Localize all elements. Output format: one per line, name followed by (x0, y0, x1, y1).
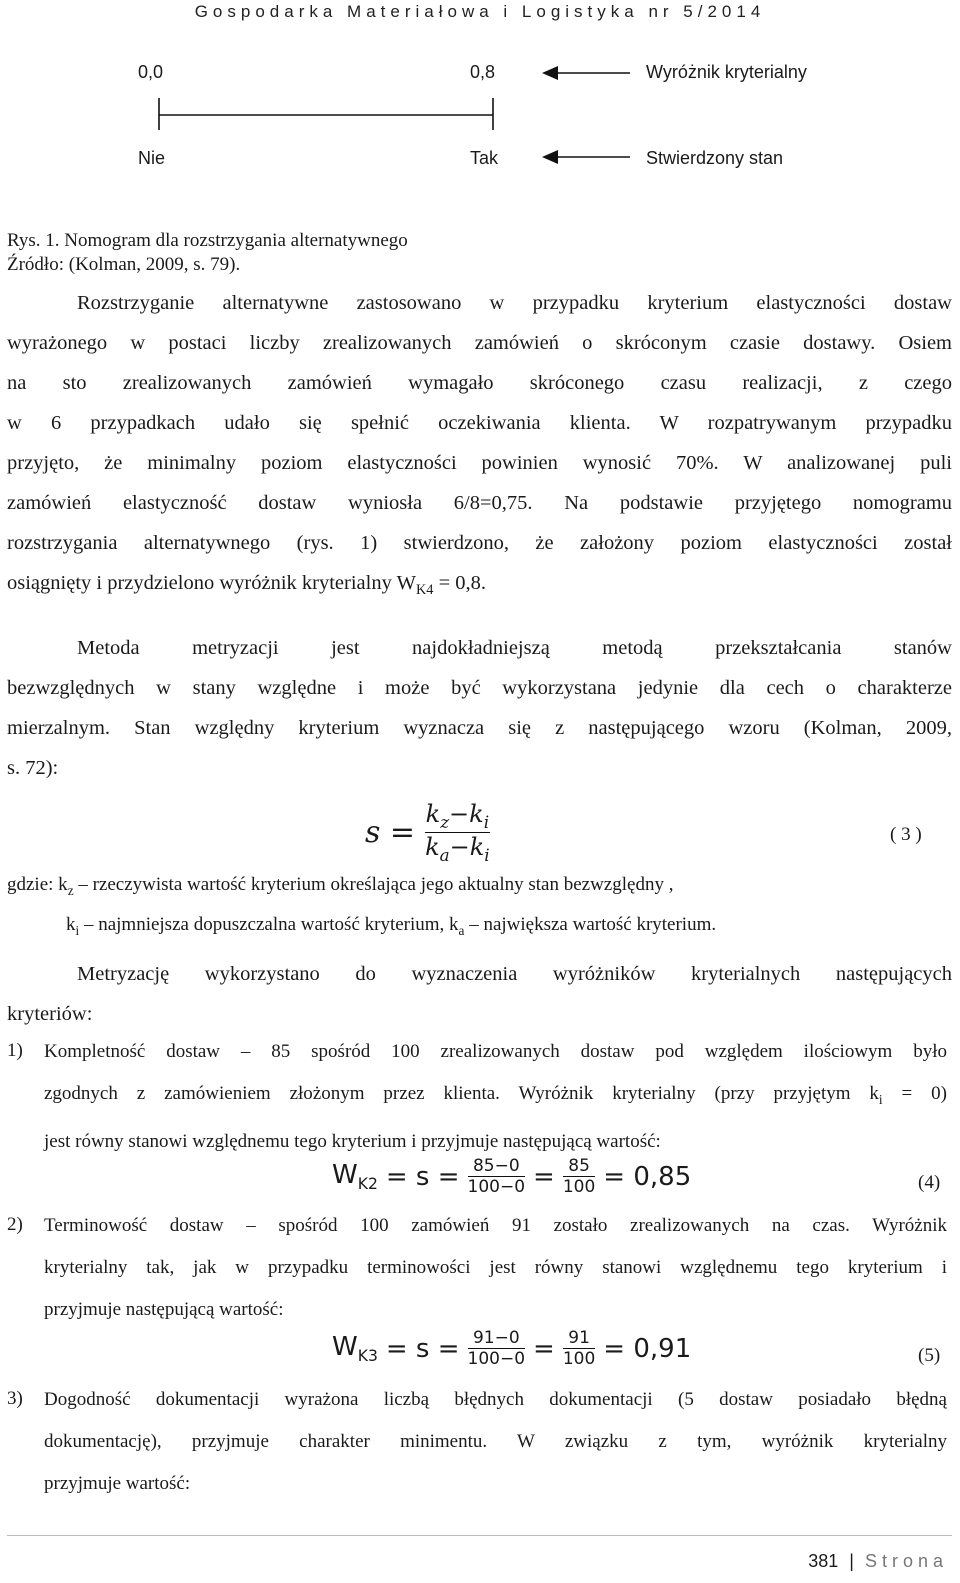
equation-3 (365, 800, 490, 865)
eq5-equals: = (533, 1333, 555, 1364)
text-line: przyjęto, że minimalny poziom elastyczności powinien wynosić 70%. W analizowanej puli (7, 452, 952, 474)
list-item-completeness (44, 1031, 947, 1163)
text-line: Metoda metryzacji jest najdokładniejszą metodą przekształcania stanów (77, 637, 952, 659)
arrow-top-head (542, 66, 558, 80)
text-line: rozstrzygania alternatywnego (rys. 1) stwierdzono, że założony poziom elastyczności został (7, 532, 952, 554)
text-line: przyjmuje następującą wartość: (44, 1299, 284, 1320)
journal-header: Gospodarka Materiałowa i Logistyka nr 5/2014 (194, 2, 766, 21)
eq5-result: = 0,91 (603, 1333, 692, 1364)
nomogram-value-min: 0,0 (138, 62, 164, 82)
eq5-equals: = s = (385, 1333, 460, 1364)
eq3-denominator: $k_a-k_i$ (425, 832, 490, 865)
eq4-equals: = (533, 1161, 555, 1192)
list-number: 2) (7, 1214, 23, 1235)
nomogram-state-yes: Tak (470, 148, 499, 168)
text-line: zgodnych z zamówieniem złożonym przez klienta. Wyróżnik kryterialny (przy przyjętym $k_i = 0$) (44, 1083, 947, 1107)
paragraph-criteria-intro (7, 954, 952, 1034)
text-line: wyrażonego w postaci liczby zrealizowanych zamówień o skróconym czasie dostawy. Osiem (7, 332, 952, 354)
page-number: 381 (808, 1551, 839, 1571)
text-line: bezwzględnych w stany względne i może być wykorzystana jedynie dla cech o charakterze (7, 677, 952, 699)
nomogram-lines (0, 0, 960, 200)
equation-5-number: (5) (918, 1345, 941, 1366)
text-line: osiągnięty i przydzielono wyróżnik kryterialny $W_{K4} = 0,8$. (7, 572, 487, 599)
eq3-numerator: $k_z-k_i$ (425, 800, 490, 832)
text-line: przyjmuje wartość: (44, 1473, 191, 1494)
where-line-2: $k_i$ – najmniejsza dopuszczalna wartość kryterium, $k_a$ – największa wartość kryterium. (66, 914, 717, 938)
text-line: jest równy stanowi względnemu tego kryterium i przyjmuje następującą wartość: (44, 1130, 661, 1152)
eq5-w: $W_{K3}$ (332, 1331, 378, 1366)
text-line: zamówień elastyczność dostaw wyniosła 6/8=0,75. Na podstawie przyjętego nomogramu (7, 492, 952, 514)
eq5-fraction-2: $\frac{91}{100}$ (562, 1328, 596, 1369)
eq4-w: $W_{K2}$ (332, 1159, 378, 1194)
where-line-1: gdzie: $k_z$ – rzeczywista wartość kryterium określająca jego aktualny stan bezwzględny , (7, 874, 674, 898)
text-line: Terminowość dostaw – spośród 100 zamówień 91 zostało zrealizowanych na czas. Wyróżnik (44, 1215, 947, 1236)
footer-label: Strona (864, 1551, 948, 1571)
equation-3-number: ( 3 ) (890, 824, 922, 845)
figure-source: Źródło: (Kolman, 2009, s. 79). (7, 254, 241, 275)
equation-4-number: (4) (918, 1172, 941, 1193)
text-line: na sto zrealizowanych zamówień wymagało skróconego czasu realizacji, z czego (7, 372, 952, 394)
text-line: mierzalnym. Stan względny kryterium wyznacza się z następującego wzoru (Kolman, 2009, (7, 717, 952, 739)
equation-4 (332, 1156, 691, 1197)
nomogram-state-no: Nie (138, 148, 166, 168)
arrow-bottom-head (542, 150, 558, 164)
paragraph-flexibility (7, 283, 952, 610)
footer-separator: | (849, 1551, 854, 1571)
text-line: w 6 przypadkach udało się spełnić oczekiwania klienta. W rozpatrywanym przypadku (7, 412, 952, 434)
equation-5 (332, 1328, 691, 1369)
text-line: kryteriów: (7, 1003, 93, 1025)
nomogram-value-threshold: 0,8 (470, 62, 496, 82)
text-line: Dogodność dokumentacji wyrażona liczbą błędnych dokumentacji (5 dostaw posiadało błędną (44, 1389, 947, 1410)
eq4-result: = 0,85 (603, 1161, 692, 1192)
nomogram-label-state: Stwierdzony stan (646, 148, 784, 168)
eq5-fraction-1: $\frac{91-0}{100-0}$ (467, 1328, 526, 1369)
list-number: 3) (7, 1388, 23, 1409)
eq4-fraction-2: $\frac{85}{100}$ (562, 1156, 596, 1197)
eq4-fraction-1: $\frac{85-0}{100-0}$ (467, 1156, 526, 1197)
text-line: Rozstrzyganie alternatywne zastosowano w przypadku kryterium elastyczności dostaw (77, 292, 952, 314)
figure-caption: Rys. 1. Nomogram dla rozstrzygania alternatywnego (7, 230, 408, 251)
text-line: s. 72): (7, 757, 59, 779)
page-footer (808, 1551, 948, 1572)
eq3-fraction (425, 800, 490, 865)
list-item-timeliness (44, 1205, 947, 1331)
text-line: Metryzację wykorzystano do wyznaczenia wyróżników kryterialnych następujących (77, 963, 952, 985)
eq4-equals: = s = (385, 1161, 460, 1192)
paragraph-metrization (7, 628, 952, 788)
nomogram-label-criterion: Wyróżnik kryterialny (646, 62, 807, 82)
list-number: 1) (7, 1040, 23, 1061)
footer-rule (7, 1535, 952, 1536)
text-line: dokumentację), przyjmuje charakter minimentu. W związku z tym, wyróżnik kryterialny (44, 1431, 947, 1452)
list-item-documentation (44, 1379, 947, 1505)
text-line: kryterialny tak, jak w przypadku terminowości jest równy stanowi względnemu tego kryterium i (44, 1257, 947, 1278)
text-line: Kompletność dostaw – 85 spośród 100 zrealizowanych dostaw pod względem ilościowym było (44, 1041, 947, 1062)
eq3-lhs: s = (365, 814, 416, 850)
